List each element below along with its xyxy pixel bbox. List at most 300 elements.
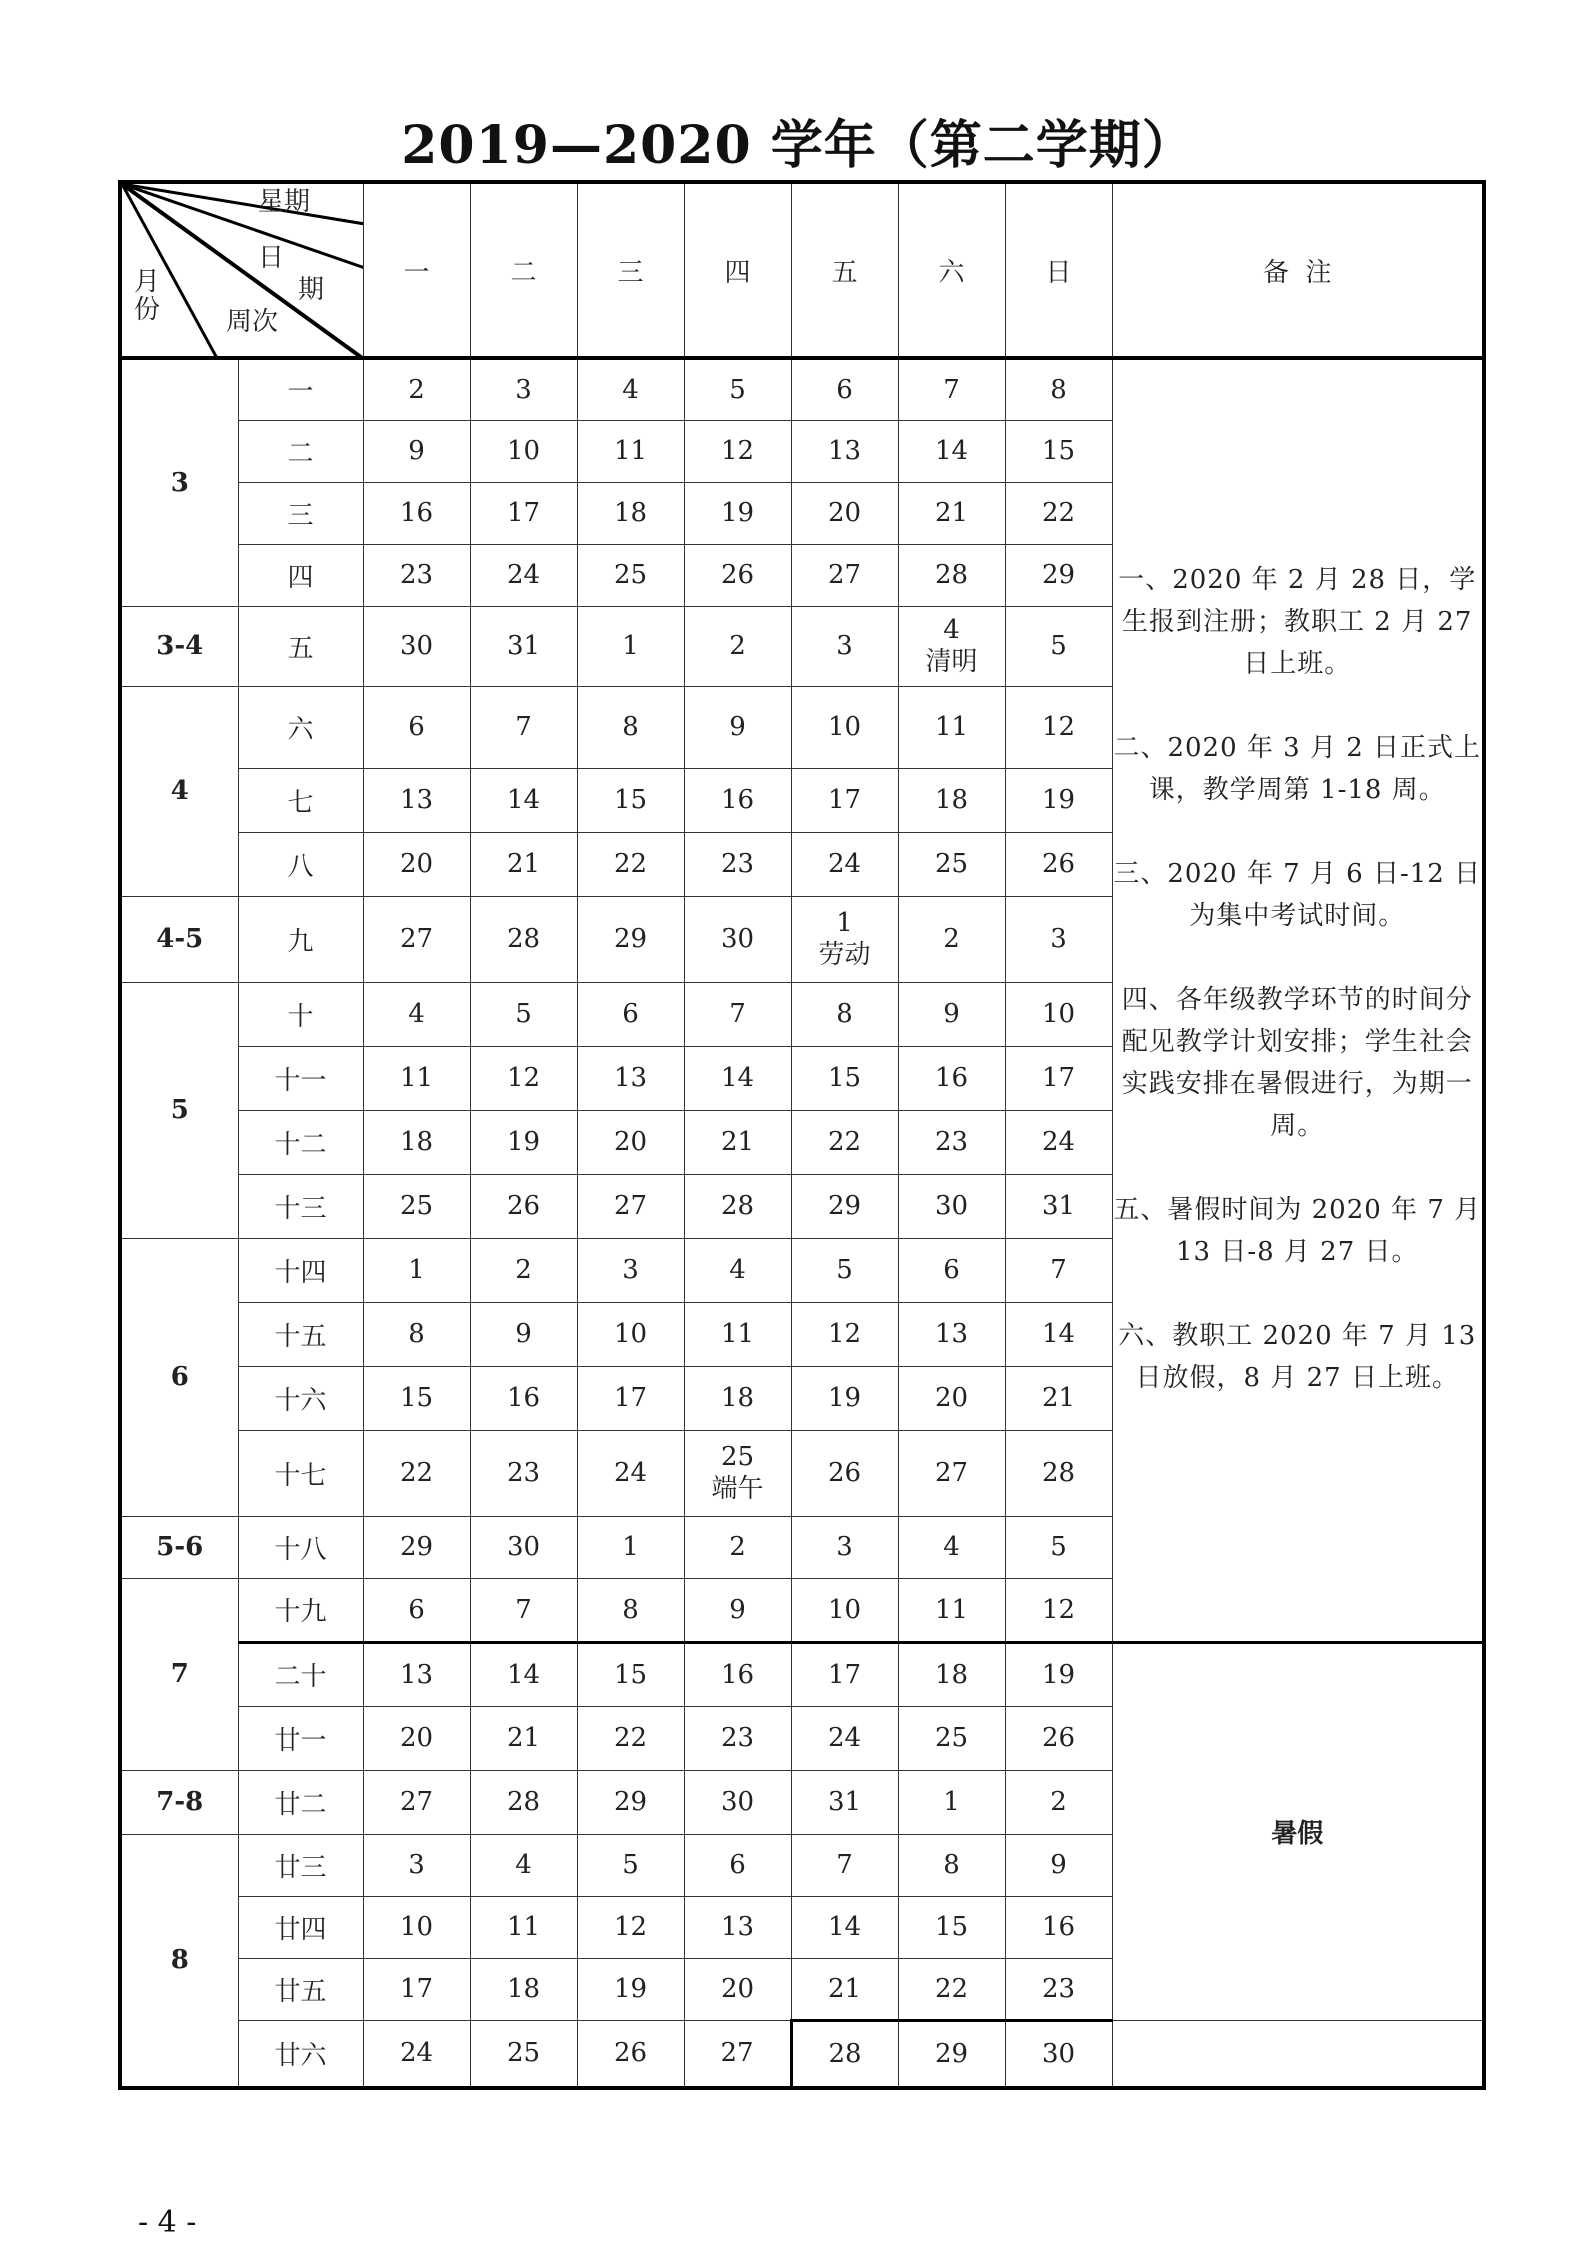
day-number: 28 [934,560,969,590]
day-number: 18 [399,1127,434,1157]
day-number: 24 [399,2038,434,2069]
day-number: 5 [622,1850,639,1880]
day-cell [791,1174,898,1238]
day-number: 4 [408,999,425,1029]
day-cell [684,1896,791,1958]
day-number: 26 [1041,849,1076,879]
day-cell [1005,1770,1112,1834]
day-cell [577,1834,684,1896]
day-cell [363,1958,470,2020]
corner-week-label: 周次 [226,307,279,337]
day-number: 27 [720,2038,754,2069]
day-cell [791,544,898,606]
note-item: 五、暑假时间为 2020 年 7 月 13 日-8 月 27 日。 [1113,1195,1482,1268]
day-number: 6 [943,1255,960,1285]
day-number: 2 [729,1532,746,1562]
day-number: 27 [399,924,434,954]
day-cell [1005,1238,1112,1302]
day-number: 17 [506,498,541,528]
day-number: 28 [506,1787,541,1817]
day-cell [577,1238,684,1302]
day-number: 23 [720,1723,755,1753]
day-number: 4 [943,1532,960,1562]
month-cell: 5 [120,982,238,1238]
day-number: 3 [836,1532,853,1562]
day-number: 13 [399,785,434,815]
day-number: 29 [399,1532,434,1562]
day-cell [898,358,1005,420]
day-cell [1005,686,1112,768]
day-cell [1005,606,1112,686]
day-number: 18 [934,1659,969,1690]
day-cell [1005,544,1112,606]
day-number: 3 [1050,924,1067,954]
day-cell [684,1430,791,1516]
day-cell [577,420,684,482]
day-number: 18 [934,785,969,815]
day-cell [898,1302,1005,1366]
day-number: 25 [720,1442,755,1472]
day-cell [577,1110,684,1174]
week-number-cell: 九 [238,896,363,982]
day-cell [791,1046,898,1110]
day-cell [1005,358,1112,420]
day-cell [470,982,577,1046]
week-number-cell: 二 [238,420,363,482]
day-number: 1 [622,631,639,661]
day-cell [791,420,898,482]
day-number: 24 [506,560,541,590]
day-number: 8 [622,1594,639,1625]
day-cell [363,544,470,606]
day-cell [577,1430,684,1516]
table-row [120,358,1484,420]
day-number: 25 [934,849,969,879]
day-number: 30 [934,1191,969,1221]
day-cell [470,1366,577,1430]
day-number: 9 [408,436,425,466]
day-cell [363,1642,470,1706]
table-row [120,1642,1484,1706]
day-number: 21 [827,1973,862,2004]
day-number: 20 [399,1723,434,1753]
note-item: 一、2020 年 2 月 28 日，学生报到注册；教职工 2 月 27 日上班。 [1118,565,1477,680]
day-number: 6 [836,374,853,405]
notes-header: 备 注 [1112,182,1484,358]
day-number: 26 [827,1458,862,1488]
day-cell [470,1578,577,1642]
day-number: 15 [934,1912,969,1942]
day-cell [577,1578,684,1642]
day-cell [577,768,684,832]
day-cell [577,1958,684,2020]
day-cell [1005,982,1112,1046]
day-number: 16 [720,1659,755,1690]
day-cell [363,358,470,420]
month-cell: 6 [120,1238,238,1516]
day-number: 16 [934,1063,969,1093]
day-number: 25 [934,1723,969,1753]
day-cell [1005,896,1112,982]
week-number-cell: 十九 [238,1578,363,1642]
day-number: 31 [1041,1191,1076,1221]
day-cell [577,832,684,896]
day-number: 16 [399,498,434,528]
day-number: 25 [613,560,648,590]
day-cell [470,1516,577,1578]
day-cell [684,1174,791,1238]
day-number: 30 [399,631,434,661]
day-number: 7 [1050,1255,1067,1285]
day-cell [363,1046,470,1110]
week-number-cell: 五 [238,606,363,686]
note-item: 二、2020 年 3 月 2 日正式上课，教学周第 1-18 周。 [1113,733,1482,806]
day-cell [577,1302,684,1366]
day-number: 31 [827,1787,862,1817]
day-cell [898,1366,1005,1430]
day-cell [898,1578,1005,1642]
day-number: 3 [408,1850,425,1880]
day-cell [684,1706,791,1770]
weekday-header-2: 二 [470,182,577,358]
day-cell [363,1834,470,1896]
day-cell [1005,1896,1112,1958]
day-cell [684,1302,791,1366]
day-cell [791,686,898,768]
day-cell [363,896,470,982]
day-cell [470,1642,577,1706]
day-cell [898,1896,1005,1958]
day-number: 6 [622,999,639,1029]
day-cell [1005,1046,1112,1110]
day-number: 12 [1041,712,1076,742]
day-number: 12 [720,436,755,466]
day-cell [363,1238,470,1302]
day-number: 11 [399,1063,434,1093]
day-cell [470,768,577,832]
day-number: 21 [720,1127,755,1157]
day-cell [791,832,898,896]
day-number: 28 [720,1191,755,1221]
day-cell [363,1366,470,1430]
week-number-cell: 二十 [238,1642,363,1706]
day-number: 10 [399,1912,434,1942]
day-cell [577,1642,684,1706]
day-number: 19 [827,1383,862,1413]
day-number: 6 [408,1594,425,1625]
day-cell [791,1516,898,1578]
day-number: 23 [720,849,755,879]
week-number-cell: 一 [238,358,363,420]
week-number-cell: 十五 [238,1302,363,1366]
day-number: 17 [827,785,862,815]
day-cell [898,768,1005,832]
week-number-cell: 七 [238,768,363,832]
day-cell [898,1834,1005,1896]
day-cell [684,1366,791,1430]
day-cell [684,1958,791,2020]
day-number: 24 [827,1723,862,1753]
week-number-cell: 十 [238,982,363,1046]
day-number: 7 [729,999,746,1029]
day-number: 30 [1041,2038,1076,2069]
day-number: 22 [399,1458,434,1488]
corner-header-cell [120,182,363,358]
day-number: 18 [720,1383,755,1413]
week-number-cell: 廿四 [238,1896,363,1958]
day-cell [363,1516,470,1578]
week-number-cell: 十四 [238,1238,363,1302]
day-number: 11 [720,1319,755,1349]
day-cell [684,544,791,606]
day-number: 29 [827,1191,862,1221]
day-cell [898,2020,1005,2088]
day-cell [1005,1578,1112,1642]
day-number: 2 [943,924,960,954]
day-cell [791,1958,898,2020]
day-number: 30 [720,1787,755,1817]
corner-date-ri-label: 日 [258,243,285,273]
day-cell [470,1174,577,1238]
day-number: 24 [827,849,862,879]
day-number: 3 [622,1255,639,1285]
day-cell [577,544,684,606]
day-number: 23 [934,1127,969,1157]
day-number: 4 [943,615,960,645]
day-cell [577,1174,684,1238]
day-number: 28 [828,2038,862,2069]
day-number: 8 [408,1319,425,1349]
day-number: 14 [506,1659,541,1690]
month-cell: 3-4 [120,606,238,686]
day-cell [898,544,1005,606]
day-number: 20 [399,849,434,879]
day-cell [363,832,470,896]
month-cell: 4 [120,686,238,896]
day-number: 13 [399,1659,434,1690]
day-cell [791,1706,898,1770]
day-number: 21 [506,849,541,879]
day-cell [470,896,577,982]
day-number: 12 [1041,1594,1076,1625]
day-cell [577,1896,684,1958]
day-cell [470,1896,577,1958]
day-cell [1005,482,1112,544]
day-cell [684,686,791,768]
day-number: 16 [1041,1912,1076,1942]
day-cell [791,1110,898,1174]
day-number: 5 [1050,631,1067,661]
day-number: 18 [506,1974,541,2004]
day-number: 20 [720,1974,755,2004]
day-cell [898,1706,1005,1770]
day-cell [791,768,898,832]
day-cell [363,606,470,686]
day-cell [684,982,791,1046]
empty-notes-cell [1112,2020,1484,2088]
day-cell [791,482,898,544]
week-number-cell: 四 [238,544,363,606]
day-cell [1005,1430,1112,1516]
day-number: 5 [836,1255,853,1285]
day-cell [1005,1642,1112,1706]
day-cell [363,1706,470,1770]
day-number: 19 [720,498,755,528]
day-cell [363,420,470,482]
week-number-cell: 三 [238,482,363,544]
day-cell [1005,1834,1112,1896]
day-number: 25 [506,2038,541,2069]
week-number-cell: 廿五 [238,1958,363,2020]
week-number-cell: 六 [238,686,363,768]
month-cell: 7-8 [120,1770,238,1834]
corner-month-label: 月份 [133,267,160,325]
table-row [120,2020,1484,2088]
day-cell [470,358,577,420]
day-number: 3 [515,374,532,405]
day-cell [577,2020,684,2088]
day-cell [791,358,898,420]
day-cell [684,420,791,482]
day-cell [363,1302,470,1366]
day-cell [577,896,684,982]
weekday-header-7: 日 [1005,182,1112,358]
day-number: 15 [1041,436,1076,466]
holiday-label: 端午 [711,1474,764,1504]
day-number: 23 [399,560,434,590]
day-number: 9 [515,1319,532,1349]
day-cell [363,1896,470,1958]
day-number: 27 [827,560,862,590]
day-number: 26 [1041,1723,1076,1753]
day-number: 6 [729,1850,746,1880]
day-number: 7 [943,374,960,405]
day-number: 3 [836,631,853,661]
day-number: 10 [827,1594,862,1625]
day-number: 30 [506,1532,541,1562]
day-number: 26 [613,2038,648,2069]
day-cell [577,1706,684,1770]
day-cell [791,982,898,1046]
day-number: 27 [613,1191,648,1221]
day-number: 1 [836,908,853,938]
day-cell [898,1770,1005,1834]
corner-weekday-label: 星期 [258,187,311,217]
day-cell [684,1834,791,1896]
weekday-header-4: 四 [684,182,791,358]
day-number: 5 [515,999,532,1029]
day-number: 2 [515,1255,532,1285]
day-cell [898,420,1005,482]
day-cell [577,686,684,768]
day-number: 10 [827,712,862,742]
day-number: 8 [943,1850,960,1880]
day-number: 8 [1050,374,1067,405]
day-cell [363,1578,470,1642]
day-number: 21 [934,498,969,528]
day-cell [898,1046,1005,1110]
day-number: 26 [720,560,755,590]
day-number: 11 [506,1912,541,1942]
day-number: 4 [622,374,639,405]
day-number: 29 [613,1787,648,1817]
day-cell [1005,1706,1112,1770]
day-cell [684,1046,791,1110]
day-cell [898,1430,1005,1516]
day-number: 2 [1050,1787,1067,1817]
day-cell [684,1642,791,1706]
day-number: 16 [720,785,755,815]
day-cell [363,2020,470,2088]
day-number: 17 [1041,1063,1076,1093]
header-row [120,182,1484,358]
day-number: 7 [836,1850,853,1880]
page-number: - 4 - [138,2205,197,2240]
day-number: 2 [408,374,425,405]
day-number: 13 [720,1912,755,1942]
day-cell [1005,1516,1112,1578]
day-cell [684,2020,791,2088]
day-cell [898,482,1005,544]
day-number: 22 [613,1723,648,1753]
weekday-header-1: 一 [363,182,470,358]
week-number-cell: 十一 [238,1046,363,1110]
day-cell [470,686,577,768]
day-cell [1005,1110,1112,1174]
day-number: 22 [613,849,648,879]
day-cell [791,2020,898,2088]
day-cell [577,606,684,686]
day-cell [470,606,577,686]
day-cell [577,1366,684,1430]
day-cell [898,686,1005,768]
day-cell [470,1706,577,1770]
day-cell [791,1238,898,1302]
day-number: 14 [934,436,969,466]
day-cell [898,1958,1005,2020]
day-cell [470,832,577,896]
day-cell [898,606,1005,686]
corner-date-qi-label: 期 [298,275,325,305]
day-cell [470,2020,577,2088]
day-cell [577,482,684,544]
day-cell [898,896,1005,982]
week-number-cell: 八 [238,832,363,896]
notes-cell [1112,358,1484,1642]
day-cell [1005,2020,1112,2088]
day-cell [684,1770,791,1834]
day-number: 15 [399,1383,434,1413]
day-number: 19 [506,1127,541,1157]
day-number: 14 [720,1063,755,1093]
day-number: 1 [408,1255,425,1285]
day-number: 27 [934,1458,969,1488]
day-cell [470,420,577,482]
day-number: 10 [506,436,541,466]
note-item: 六、教职工 2020 年 7 月 13 日放假，8 月 27 日上班。 [1118,1321,1477,1394]
day-number: 14 [827,1912,862,1942]
day-number: 14 [506,785,541,815]
day-cell [363,768,470,832]
month-cell: 3 [120,358,238,606]
day-number: 12 [827,1319,862,1349]
day-number: 1 [622,1532,639,1562]
day-number: 2 [729,631,746,661]
day-number: 21 [506,1723,541,1753]
day-cell [577,358,684,420]
day-cell [470,1110,577,1174]
day-cell [1005,1302,1112,1366]
